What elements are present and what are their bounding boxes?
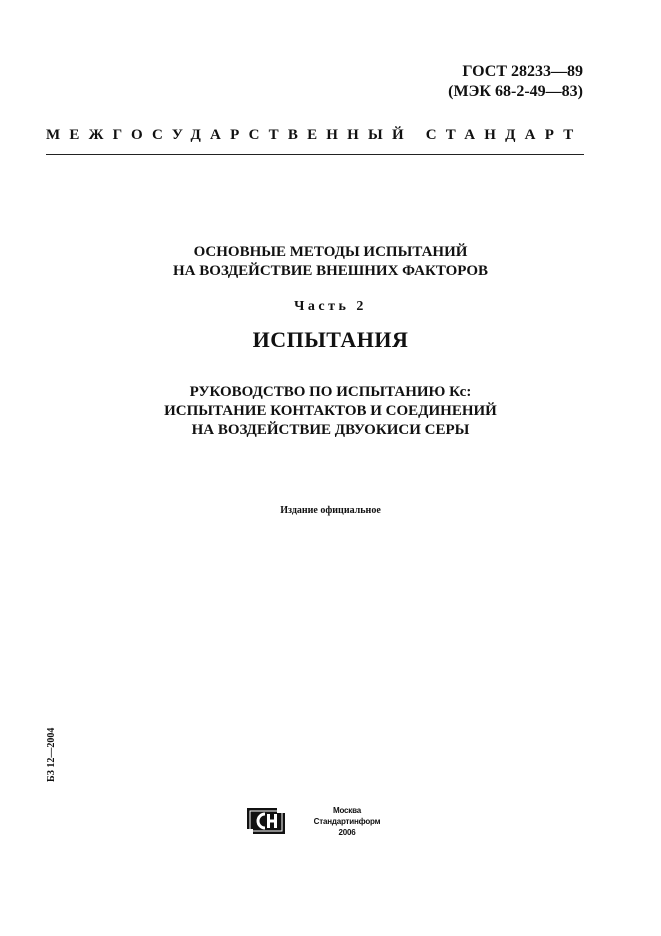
heading-divider [46, 154, 584, 155]
subtitle-line-2: ИСПЫТАНИЕ КОНТАКТОВ И СОЕДИНЕНИЙ [164, 403, 497, 419]
standartinform-logo-icon [245, 805, 287, 837]
publisher-info [312, 805, 382, 838]
title-line-1: ОСНОВНЫЕ МЕТОДЫ ИСПЫТАНИЙ [193, 244, 468, 260]
subtitle-line-1: РУКОВОДСТВО ПО ИСПЫТАНИЮ Кс: [189, 384, 472, 400]
part-label: Часть 2 [294, 299, 367, 314]
publisher-city: Москва [333, 806, 361, 815]
section-title: ИСПЫТАНИЯ [252, 327, 409, 352]
edition-label: Издание официальное [280, 505, 381, 516]
document-designation [448, 62, 583, 102]
iec-number: (МЭК 68-2-49—83) [448, 83, 583, 100]
gost-number: ГОСТ 28233—89 [462, 63, 583, 80]
standard-type-heading: МЕЖГОСУДАРСТВЕННЫЙ СТАНДАРТ [46, 127, 583, 143]
publisher-year: 2006 [338, 828, 356, 837]
publisher-name: Стандартинформ [313, 817, 381, 826]
subtitle-line-3: НА ВОЗДЕЙСТВИЕ ДВУОКИСИ СЕРЫ [191, 422, 470, 438]
side-code: БЗ 12—2004 [46, 727, 57, 782]
title-line-2: НА ВОЗДЕЙСТВИЕ ВНЕШНИХ ФАКТОРОВ [172, 263, 489, 279]
document-subtitle [0, 383, 661, 440]
document-title [0, 243, 661, 281]
